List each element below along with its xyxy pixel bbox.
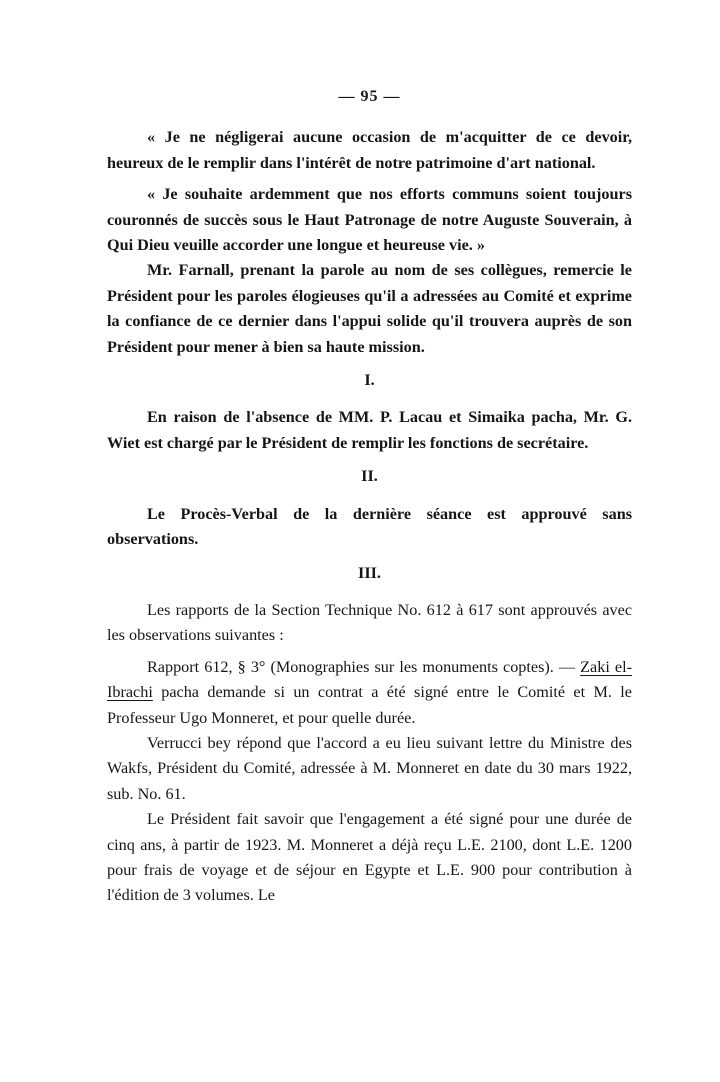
paragraph-secretary: En raison de l'absence de MM. P. Lacau et Simaika pacha, Mr. G. Wiet est chargé par le Président de remplir les fonctions de secrétaire.: [107, 408, 632, 452]
page-number: — 95 —: [338, 88, 401, 105]
report-612-question: pacha demande si un contrat a été signé entre le Comité et M. le Professeur Ugo Monneret, et pour quelle durée.: [107, 683, 632, 727]
paragraph-verrucci-reply: Verrucci bey répond que l'accord a eu lieu suivant lettre du Ministre des Wakfs, Président du Comité, adressée à M. Monneret en date du 30 mars 1922, sub. No. 61.: [107, 733, 632, 803]
paragraph-farnall-reply: Mr. Farnall, prenant la parole au nom de ses collègues, remercie le Président pour les paroles élogieuses qu'il a adressées au Comité et exprime la confiance de ce dernier dans l'appui solide qu'il trouvera auprès de son Président pour mener à bien sa haute mission.: [107, 261, 632, 356]
document-page: [107, 84, 632, 909]
zaki-el-ibrachi-name: Zaki el-Ibrachi: [107, 657, 632, 702]
paragraph-reports-approved: Les rapports de la Section Technique No. 612 à 617 sont approuvés avec les observations suivantes :: [107, 600, 632, 645]
section-heading-3: III.: [358, 563, 381, 582]
paragraph-speech-1: « Je ne négligerai aucune occasion de m'acquitter de ce devoir, heureux de le remplir dans l'intérêt de notre patrimoine d'art national.: [107, 128, 632, 172]
section-heading-2: II.: [361, 467, 378, 486]
section-heading-1: I.: [364, 371, 375, 390]
report-612-intro: Rapport 612, § 3° (Monographies sur les monuments coptes). —: [147, 657, 581, 676]
paragraph-speech-2: « Je souhaite ardemment que nos efforts communs soient toujours couronnés de succès sous le Haut Patronage de notre Auguste Souverain, à Qui Dieu veuille accorder une longue et heureuse vie. »: [107, 185, 632, 255]
paragraph-president-contract: Le Président fait savoir que l'engagement a été signé pour une durée de cinq ans, à partir de 1923. M. Monneret a déjà reçu L.E. 2100, dont L.E. 1200 pour frais de voyage et de séjour en Egypte et L.E. 900 pour contribution à l'édition de 3 volumes. Le: [107, 810, 632, 905]
paragraph-minutes-approved: Le Procès-Verbal de la dernière séance est approuvé sans observations.: [107, 504, 632, 549]
paragraph-report-612: [107, 655, 632, 731]
